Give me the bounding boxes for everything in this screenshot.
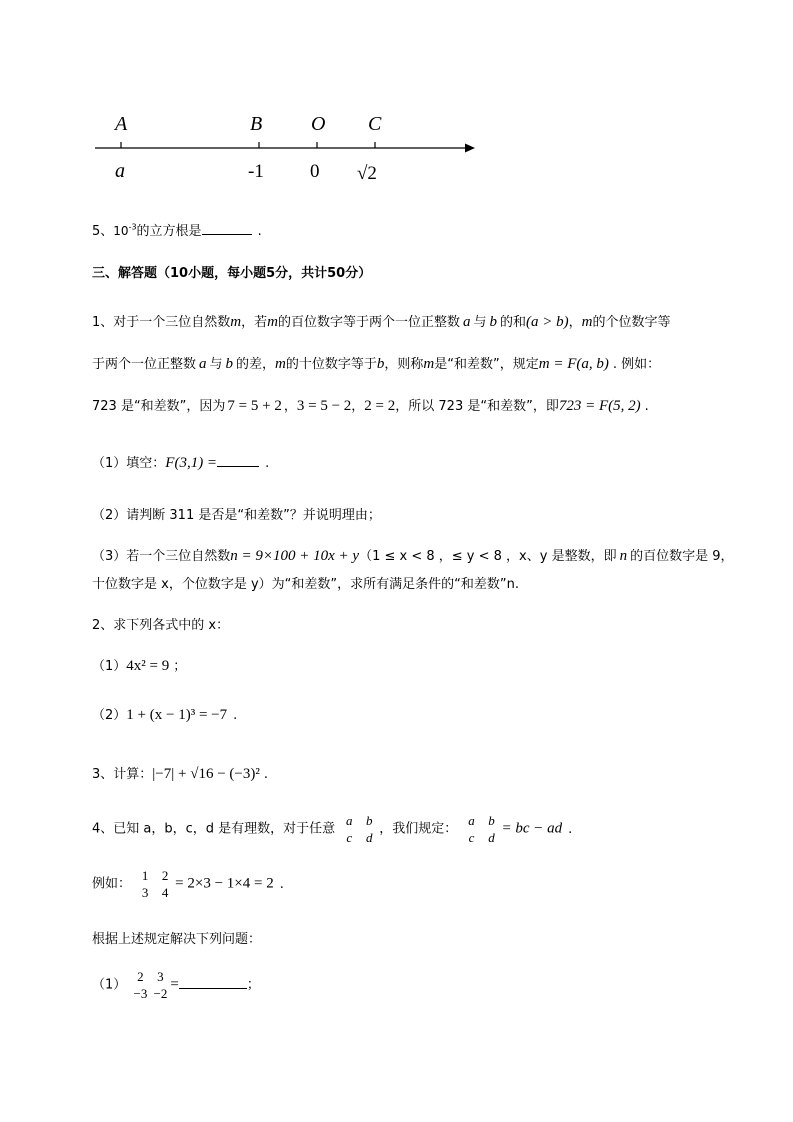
p1-sub3-text: 的百位数字是 9， xyxy=(630,549,734,564)
matrix-cell: a xyxy=(468,813,475,828)
p1-condition: (a > b) xyxy=(526,314,569,330)
p1-line1 xyxy=(92,311,671,331)
p1-example-eq2: 3 = 5 − 2 xyxy=(296,398,352,414)
p1-var-n: n xyxy=(619,548,628,564)
p4-text: ，我们规定： xyxy=(379,821,458,837)
p1-var-a: a xyxy=(199,356,207,372)
p4-rule-expr: = bc − ad xyxy=(501,820,563,837)
p3 xyxy=(92,763,268,783)
q5-answer-blank[interactable] xyxy=(202,222,252,235)
p3-end: . xyxy=(263,767,268,782)
p1-line3 xyxy=(92,395,649,415)
p2-sub2-end: . xyxy=(233,708,238,723)
p4-line1 xyxy=(92,812,572,846)
label-O: O xyxy=(311,113,326,135)
p4-example xyxy=(92,867,284,901)
arrow-head-icon xyxy=(465,144,475,153)
matrix-cell: 4 xyxy=(161,885,169,900)
p1-var-m: m xyxy=(581,314,593,330)
matrix-cell: c xyxy=(346,830,353,845)
p1-var-m: m xyxy=(230,314,242,330)
matrix-cell: c xyxy=(468,830,475,845)
p1-text: ，则称 xyxy=(384,357,424,372)
p1-sub3-expr: n = 9×100 + 10x + y xyxy=(230,548,360,564)
p1-text: 723 是“和差数”，因为 xyxy=(92,399,226,414)
matrix-cell: 2 xyxy=(161,868,169,883)
p1-var-b: b xyxy=(489,314,498,330)
p1-sub2: （2）请判断 311 是否是“和差数”？并说明理由； xyxy=(92,508,381,523)
q5-base: 10 xyxy=(113,224,129,238)
p4-end: . xyxy=(568,821,573,837)
p4-example-expr: = 2×3 − 1×4 = 2 xyxy=(175,875,274,892)
p2-sub2 xyxy=(92,704,237,724)
p1-sub1-label: （1）填空： xyxy=(92,456,166,471)
label-C: C xyxy=(368,113,382,135)
number-line-figure xyxy=(85,105,485,190)
p1-text: 的百位数字等于两个一位正整数 xyxy=(277,315,460,330)
value-sqrt2: √2 xyxy=(357,163,377,184)
p1-sub1-answer-blank[interactable] xyxy=(217,454,259,467)
matrix-cell: 1 xyxy=(141,868,149,883)
p1-text: 是“和差数”，规定 xyxy=(434,357,539,372)
p1-text: ， xyxy=(351,399,365,414)
p2-sub1-label: （1） xyxy=(92,659,127,674)
matrix-cell: d xyxy=(488,830,495,845)
p1-example-eq3: 2 = 2 xyxy=(364,398,396,414)
p3-label: 3、计算： xyxy=(92,767,153,782)
p1-sub3-condition: （1 ≤ x < 8 ，≤ y < 8 ，x、y 是整数，即 xyxy=(359,549,617,564)
p4-sub1 xyxy=(92,968,260,1002)
p3-expr: |−7| + √16 − (−3)² xyxy=(152,766,260,782)
p1-sub3-text: （3）若一个三位自然数 xyxy=(92,549,231,564)
p4-text: 4、已知 a，b，c，d 是有理数，对于任意 xyxy=(92,821,336,837)
matrix-cell: −2 xyxy=(153,986,168,1001)
value-a: a xyxy=(115,160,125,182)
p4-sub1-matrix xyxy=(130,968,170,1002)
p1-text: . xyxy=(644,399,649,414)
matrix-cell: 2 xyxy=(137,969,144,984)
p1-example-eq4: 723 = F(5, 2) xyxy=(558,398,641,414)
section-3-heading: 三、解答题（10小题，每小题5分，共计50分） xyxy=(92,266,372,281)
matrix-cell: −3 xyxy=(133,986,148,1001)
q5-suffix: 的立方根是 xyxy=(136,224,202,239)
matrix-cell: b xyxy=(488,813,495,828)
p1-text: 的个位数字等 xyxy=(592,315,671,330)
p2-sub2-expr: 1 + (x − 1)³ = −7 xyxy=(126,707,228,723)
p4-sub1-eq: = xyxy=(170,976,179,993)
p1-text: . 例如： xyxy=(612,357,661,372)
p4-matrix-abcd xyxy=(339,812,379,846)
p1-text: 于两个一位正整数 xyxy=(92,357,197,372)
p4-sub1-answer-blank[interactable] xyxy=(179,976,247,989)
p4-example-label: 例如： xyxy=(92,876,132,892)
p1-var-a: a xyxy=(463,314,471,330)
p1-var-m: m xyxy=(423,356,435,372)
p1-text: 1、对于一个三位自然数 xyxy=(92,315,231,330)
p1-text: 的差， xyxy=(236,357,276,372)
p4-sub1-label: （1） xyxy=(92,977,127,993)
p1-text: . xyxy=(265,456,270,471)
matrix-cell: 3 xyxy=(157,969,164,984)
p1-line2 xyxy=(92,353,660,373)
matrix-cell: d xyxy=(366,830,373,845)
p1-text: ， xyxy=(568,315,582,330)
p1-sub1 xyxy=(92,452,269,472)
p2-sub1 xyxy=(92,655,186,675)
p1-sub3-line2: 十位数字是 x，个位数字是 y）为“和差数”，求所有满足条件的“和差数”n. xyxy=(92,577,519,592)
p1-text: 与 xyxy=(473,315,487,330)
value-minus-1: -1 xyxy=(248,161,264,182)
p1-text: ，所以 723 是“和差数”，即 xyxy=(395,399,559,414)
p2-title: 2、求下列各式中的 x： xyxy=(92,618,230,633)
label-B: B xyxy=(250,113,263,135)
p1-text: ， xyxy=(283,399,297,414)
p4-intro: 根据上述规定解决下列问题： xyxy=(92,932,262,947)
p1-var-m: m xyxy=(275,356,286,372)
question-5 xyxy=(92,220,262,239)
matrix-cell: b xyxy=(366,813,373,828)
q5-end: . xyxy=(257,224,262,239)
p1-example-eq1: 7 = 5 + 2 xyxy=(227,398,282,414)
p1-text: 的十位数字等于 xyxy=(285,357,377,372)
p1-text: 与 xyxy=(209,357,223,372)
p2-sub1-expr: 4x² = 9 xyxy=(126,658,170,674)
p1-var-b: b xyxy=(225,356,234,372)
p4-end: . xyxy=(279,876,284,892)
value-0: 0 xyxy=(310,161,320,182)
p1-definition: m = F(a, b) xyxy=(538,356,609,372)
q5-exponent: -3 xyxy=(128,222,137,232)
p4-sub1-end: ； xyxy=(246,977,260,993)
matrix-cell: a xyxy=(346,813,353,828)
p1-text: ，若 xyxy=(241,315,268,330)
p1-var-m: m xyxy=(267,314,278,330)
p2-sub1-end: ； xyxy=(173,659,187,674)
p1-text: 的和 xyxy=(500,315,527,330)
q5-prefix: 5、 xyxy=(92,224,114,239)
p1-sub1-expr: F(3,1) = xyxy=(165,455,218,471)
p2-sub2-label: （2） xyxy=(92,708,127,723)
p4-matrix-rule xyxy=(461,812,501,846)
matrix-cell: 3 xyxy=(141,885,149,900)
p1-var-b: b xyxy=(376,356,385,372)
p4-example-matrix xyxy=(135,867,175,901)
p1-sub3-line1 xyxy=(92,545,733,565)
label-A: A xyxy=(115,113,128,135)
